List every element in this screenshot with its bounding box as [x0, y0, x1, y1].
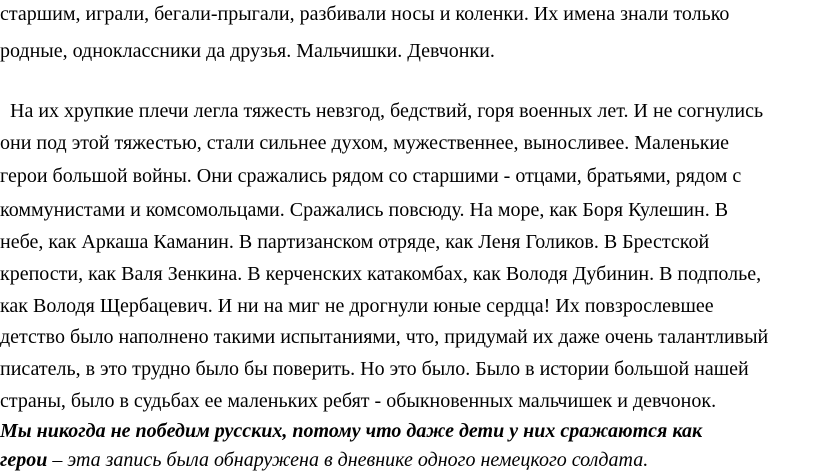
text-line: они под этой тяжестью, стали сильнее духом, мужественнее, выносливее. Маленькие	[0, 132, 730, 154]
text-line: детство было наполнено такими испытаниями, что, придумай их даже очень талантливый	[0, 326, 769, 348]
text-line: родные, одноклассники да друзья. Мальчишки. Девчонки.	[0, 40, 495, 62]
quote-emphasis: герои	[0, 449, 48, 471]
text-line: как Володя Щербацевич. И ни на миг не дрогнули юные сердца! Их повзрослевшее	[0, 295, 714, 317]
quote-attribution-line	[0, 448, 648, 472]
text-line: На их хрупкие плечи легла тяжесть невзгод, бедствий, горя военных лет. И не согнулись	[10, 100, 764, 122]
text-line: страны, было в судьбах ее маленьких ребят - обыкновенных мальчишек и девчонок.	[0, 390, 717, 412]
text-line: старшим, играли, бегали-прыгали, разбивали носы и коленки. Их имена знали только	[0, 3, 730, 25]
text-line: писатель, в это трудно было бы поверить. Но это было. Было в истории большой нашей	[0, 358, 749, 380]
quote-source: – эта запись была обнаружена в дневнике одного немецкого солдата.	[47, 449, 649, 471]
quote-line: Мы никогда не победим русских, потому что даже дети у них сражаются как	[0, 420, 703, 442]
text-line: коммунистами и комсомольцами. Сражались повсюду. На море, как Боря Кулешин. В	[0, 199, 729, 221]
text-line: герои большой войны. Они сражались рядом со старшими - отцами, братьями, рядом с	[0, 165, 742, 187]
text-line: крепости, как Валя Зенкина. В керченских катакомбах, как Володя Дубинин. В подполье,	[0, 263, 762, 285]
text-line: небе, как Аркаша Каманин. В партизанском отряде, как Леня Голиков. В Брестской	[0, 231, 710, 253]
